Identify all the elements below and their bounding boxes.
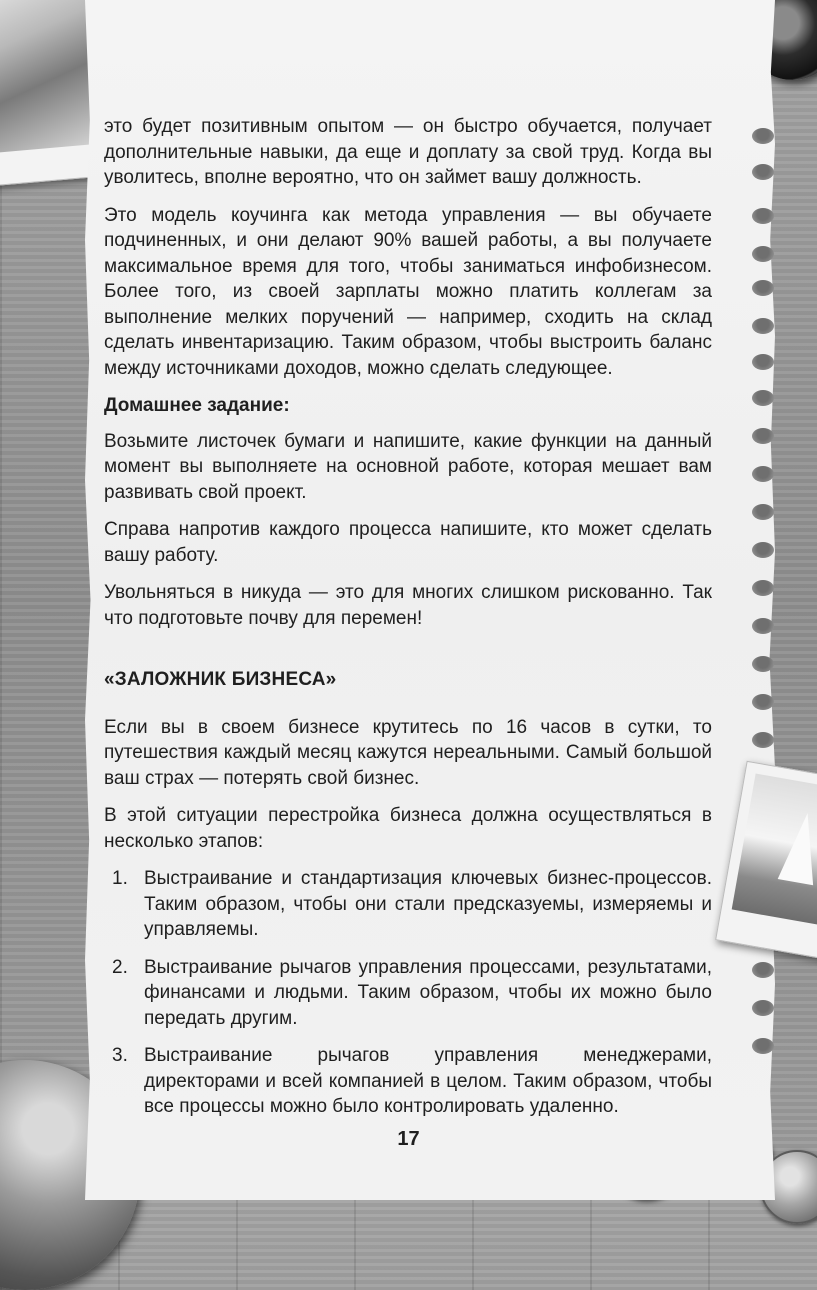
list-item-number: 1. bbox=[112, 868, 128, 889]
list-item-text: Выстраивание рычагов управления менеджерами, директорами и всей компанией в целом. Таким образом, чтобы все процессы можно было контролировать удаленно. bbox=[144, 1045, 712, 1117]
homework-heading: Домашнее задание: bbox=[104, 395, 290, 416]
homework-paragraph: Справа напротив каждого процесса напишите, кто может сделать вашу работу. bbox=[104, 519, 712, 566]
homework-paragraph: Возьмите листочек бумаги и напишите, какие функции на данный момент вы выполняете на основной работе, которая мешает вам развивать свой проект. bbox=[104, 430, 712, 503]
binder-holes bbox=[752, 128, 778, 1188]
list-item-number: 3. bbox=[112, 1045, 128, 1066]
section-heading: «ЗАЛОЖНИК БИЗНЕСА» bbox=[104, 669, 337, 690]
list-item-text: Выстраивание и стандартизация ключевых бизнес-процессов. Таким образом, чтобы они стали предсказуемы, измеряемы и управляемы. bbox=[144, 868, 712, 940]
list-item-text: Выстраивание рычагов управления процессами, результатами, финансами и людьми. Таким образом, чтобы их можно было передать другим. bbox=[144, 956, 712, 1029]
page-number: 17 bbox=[397, 1128, 420, 1150]
steps-list bbox=[104, 866, 712, 1120]
intro-paragraph: это будет позитивным опытом — он быстро обучается, получает дополнительные навыки, да еще и доплату за свой труд. Когда вы уволитесь, вполне вероятно, что он займет вашу должность. bbox=[104, 116, 712, 188]
coaching-paragraph: Это модель коучинга как метода управления — вы обучаете подчиненных, и они делают 90% вашей работы, а вы получаете максимальное время для того, чтобы заниматься инфобизнесом. Более того, из своей зарплаты можно платить коллегам за выполнение мелких поручений — например, сходить на склад сделать инвентаризацию. Таким образом, чтобы выстроить баланс между источниками доходов, можно сделать следующее. bbox=[104, 204, 712, 379]
list-item bbox=[104, 866, 712, 943]
homework-paragraph: Увольняться в никуда — это для многих слишком рискованно. Так что подготовьте почву для перемен! bbox=[104, 582, 712, 629]
section-paragraph: В этой ситуации перестройка бизнеса должна осуществляться в несколько этапов: bbox=[104, 805, 712, 852]
list-item-number: 2. bbox=[112, 956, 128, 978]
list-item bbox=[104, 955, 712, 1032]
section-paragraph: Если вы в своем бизнесе крутитесь по 16 часов в сутки, то путешествия каждый месяц кажутся нереальными. Самый большой ваш страх — потерять свой бизнес. bbox=[104, 716, 712, 789]
list-item bbox=[104, 1043, 712, 1120]
page-body bbox=[104, 114, 712, 1132]
